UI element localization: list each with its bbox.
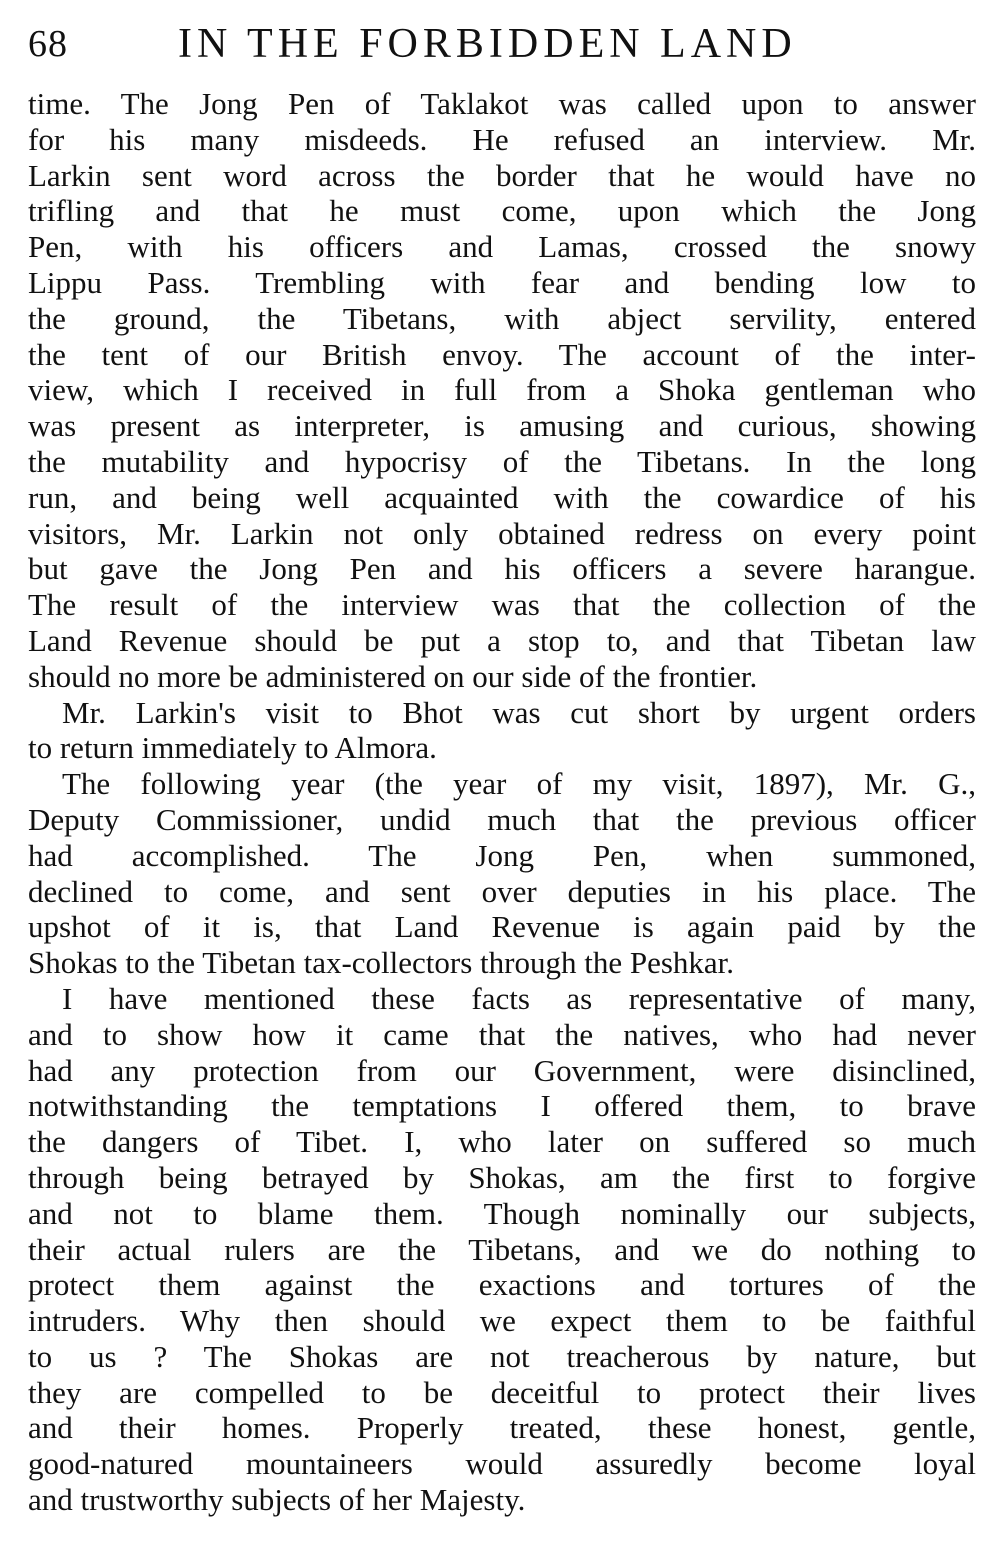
paragraph (28, 766, 976, 981)
text-line: Lippu Pass. Trembling with fear and bending low to (28, 264, 976, 300)
text-line: but gave the Jong Pen and his officers a severe harangue. (28, 551, 976, 587)
text-line: upshot of it is, that Land Revenue is again paid by the (28, 909, 976, 945)
text-line: trifling and that he must come, upon which the Jong (28, 193, 976, 229)
text-line: had accomplished. The Jong Pen, when summoned, (28, 837, 976, 873)
text-line: their actual rulers are the Tibetans, and we do nothing to (28, 1231, 976, 1267)
text-line: and to show how it came that the natives, who had never (28, 1016, 976, 1052)
text-line: they are compelled to be deceitful to protect their lives (28, 1374, 976, 1410)
text-line: good-natured mountaineers would assuredly become loyal (28, 1446, 976, 1482)
running-title: IN THE FORBIDDEN LAND (178, 21, 797, 67)
text-line: should no more be administered on our side of the frontier. (28, 658, 758, 694)
paragraph (28, 86, 976, 695)
text-line: notwithstanding the temptations I offered them, to brave (28, 1088, 976, 1124)
text-line: was present as interpreter, is amusing and curious, showing (28, 408, 976, 444)
text-line: visitors, Mr. Larkin not only obtained redress on every point (28, 515, 976, 551)
page-number: 68 (28, 23, 68, 65)
text-line: for his many misdeeds. He refused an interview. Mr. (28, 121, 976, 157)
page-header (28, 20, 978, 70)
text-line: Shokas to the Tibetan tax-collectors through the Peshkar. (28, 945, 735, 981)
text-line: Mr. Larkin's visit to Bhot was cut short by urgent orders (62, 694, 976, 730)
text-line: Deputy Commissioner, undid much that the previous officer (28, 801, 976, 837)
body-text (28, 86, 976, 1518)
text-line: had any protection from our Government, were disinclined, (28, 1052, 976, 1088)
text-line: protect them against the exactions and tortures of the (28, 1267, 976, 1303)
paragraph (28, 981, 976, 1518)
text-line: the tent of our British envoy. The account of the inter- (28, 336, 976, 372)
text-line: The result of the interview was that the collection of the (28, 587, 976, 623)
text-line: and their homes. Properly treated, these honest, gentle, (28, 1410, 976, 1446)
text-line: run, and being well acquainted with the cowardice of his (28, 479, 976, 515)
text-line: intruders. Why then should we expect them to be faithful (28, 1303, 976, 1339)
text-line: and not to blame them. Though nominally our subjects, (28, 1195, 976, 1231)
text-line: Larkin sent word across the border that he would have no (28, 157, 976, 193)
text-line: through being betrayed by Shokas, am the first to forgive (28, 1159, 976, 1195)
text-line: the dangers of Tibet. I, who later on suffered so much (28, 1124, 976, 1160)
text-line: the mutability and hypocrisy of the Tibetans. In the long (28, 443, 976, 479)
text-line: declined to come, and sent over deputies in his place. The (28, 873, 976, 909)
text-line: Land Revenue should be put a stop to, and that Tibetan law (28, 622, 976, 658)
text-line: I have mentioned these facts as representative of many, (62, 980, 976, 1016)
paragraph (28, 695, 976, 767)
text-line: Pen, with his officers and Lamas, crossed the snowy (28, 229, 976, 265)
text-line: to us ? The Shokas are not treacherous by nature, but (28, 1338, 976, 1374)
text-line: and trustworthy subjects of her Majesty. (28, 1482, 526, 1518)
text-line: view, which I received in full from a Shoka gentleman who (28, 372, 976, 408)
text-line: The following year (the year of my visit, 1897), Mr. G., (62, 766, 976, 802)
text-line: the ground, the Tibetans, with abject servility, entered (28, 300, 976, 336)
text-line: to return immediately to Almora. (28, 730, 437, 766)
text-line: time. The Jong Pen of Taklakot was called upon to answer (28, 86, 976, 121)
